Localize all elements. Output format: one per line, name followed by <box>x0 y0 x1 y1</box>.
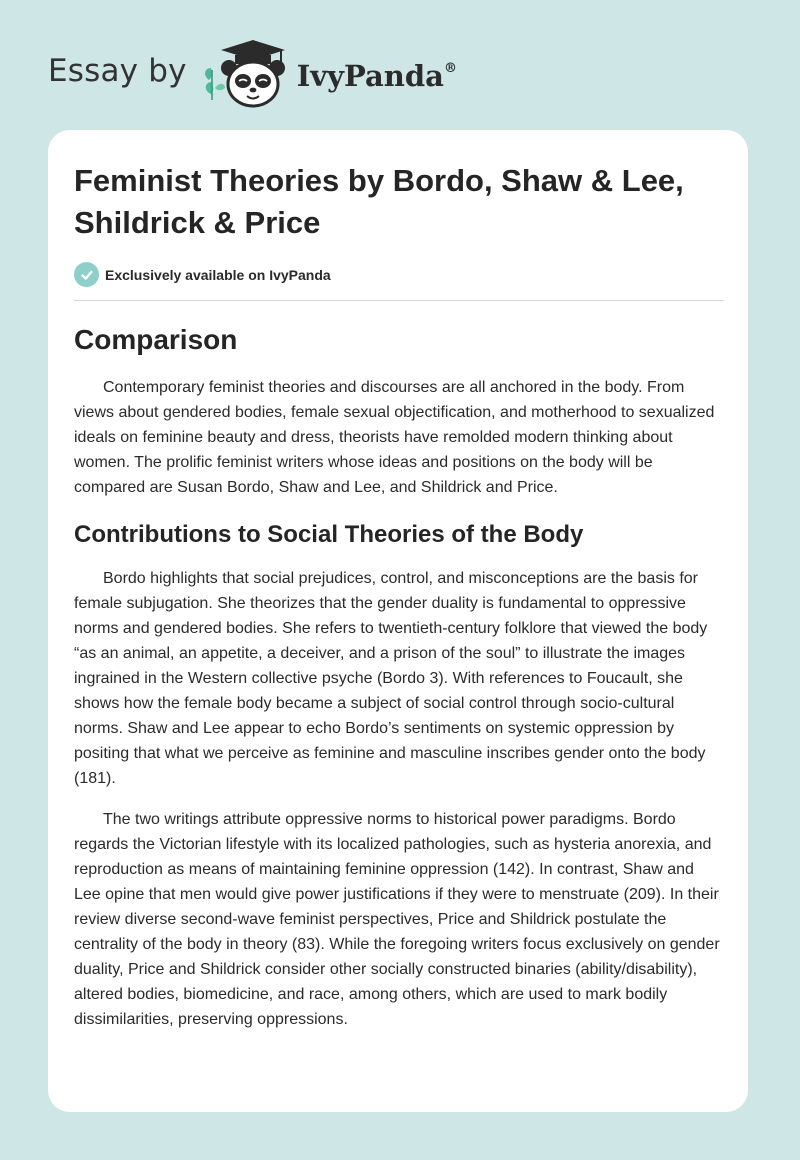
essay-by-label: Essay by <box>48 53 187 89</box>
section-heading-contributions: Contributions to Social Theories of the Body <box>74 521 584 548</box>
contributions-paragraph-1: Bordo highlights that social prejudices, control, and misconceptions are the basis for female subjugation. She theorizes that the gender duality is fundamental to oppressive norms and gendered bodies. She refers to twentieth-century folklore that viewed the body “as an animal, an appetite, a deceiver, and a prison of the soul” to illustrate the images ingrained in the Western collective psyche (Bordo 3). With references to Foucault, she shows how the female body became a subject of social control through socio-cultural norms. Shaw and Lee appear to echo Bordo’s sentiments on systemic oppression by positing that what we perceive as feminine and masculine inscribes gender onto the body (181). <box>74 570 708 787</box>
site-header <box>48 34 457 114</box>
panda-graduate-icon <box>201 36 293 112</box>
brand-name[interactable] <box>297 59 457 93</box>
check-icon <box>74 262 99 287</box>
brand-text: IvyPanda <box>296 59 444 93</box>
essay-card <box>48 130 748 1112</box>
exclusive-badge-text: Exclusively available on IvyPanda <box>105 266 331 283</box>
ivypanda-logo[interactable] <box>201 36 293 112</box>
divider <box>74 300 724 301</box>
registered-mark: ® <box>443 61 457 76</box>
contributions-paragraph-2: The two writings attribute oppressive norms to historical power paradigms. Bordo regards the Victorian lifestyle with its localized pathologies, such as hysteria anorexia, and reproduction as means of maintaining feminine oppression (142). In contrast, Shaw and Lee opine that men would give power justifications if they were to menstruate (209). In their review diverse second-wave feminist perspectives, Price and Shildrick postulate the centrality of the body in theory (83). While the foregoing writers focus exclusively on gender duality, Price and Shildrick consider other socially constructed binaries (ability/disability), altered bodies, biomedicine, and race, among others, which are used to mark bodily dissimilarities, preserving oppressions. <box>74 811 720 1028</box>
comparison-paragraph: Contemporary feminist theories and discourses are all anchored in the body. From views about gendered bodies, female sexual objectification, and motherhood to sexualized ideals on feminine beauty and dress, theorists have remolded modern thinking about women. The prolific feminist writers whose ideas and positions on the body will be compared are Susan Bordo, Shaw and Lee, and Shildrick and Price. <box>74 379 715 496</box>
section-heading-comparison: Comparison <box>74 324 238 355</box>
essay-content <box>74 160 724 1032</box>
exclusive-badge <box>74 262 724 287</box>
essay-title: Feminist Theories by Bordo, Shaw & Lee, Shildrick & Price <box>74 163 684 240</box>
